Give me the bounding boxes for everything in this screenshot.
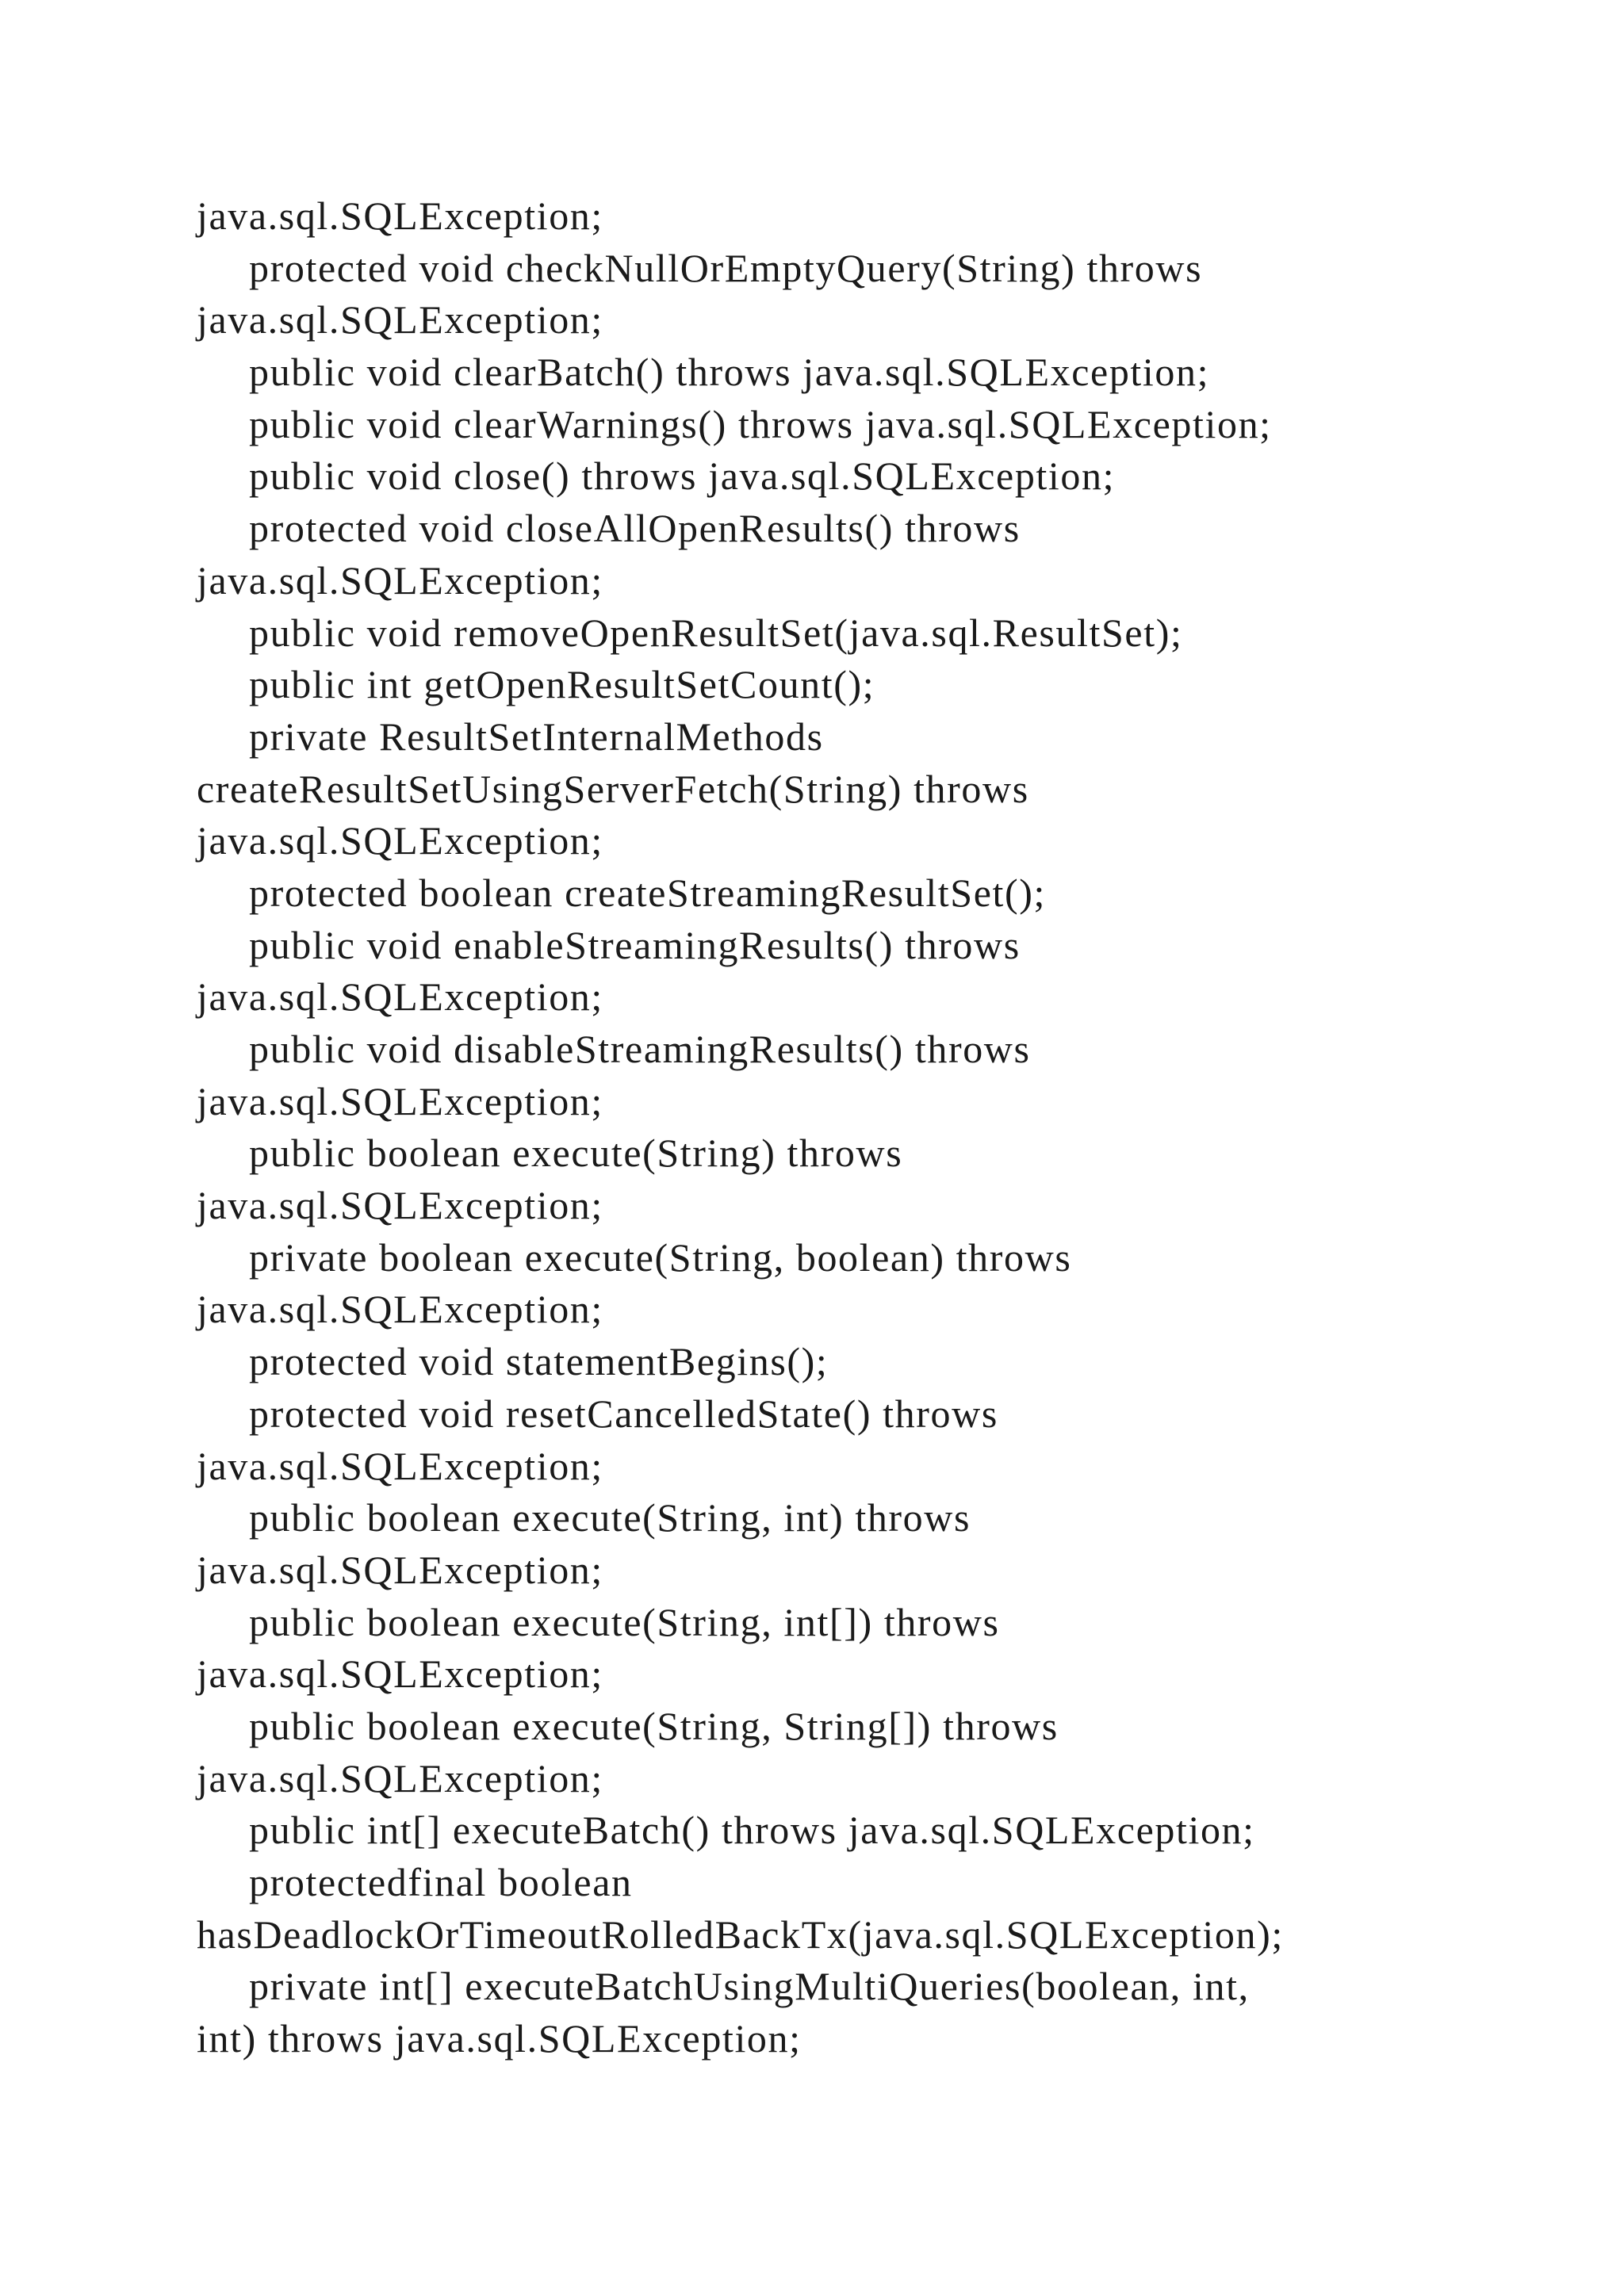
text-line: java.sql.SQLException;	[197, 1651, 603, 1697]
text-line: java.sql.SQLException;	[197, 974, 603, 1020]
text-line: private int[] executeBatchUsingMultiQueries(boolean, int,	[249, 1964, 1250, 2009]
text-line: protected void checkNullOrEmptyQuery(String) throws	[249, 245, 1203, 290]
text-line: java.sql.SQLException;	[197, 297, 603, 342]
text-line: public boolean execute(String) throws	[249, 1131, 903, 1176]
text-line: java.sql.SQLException;	[197, 1755, 603, 1800]
text-line: int) throws java.sql.SQLException;	[197, 2016, 802, 2061]
text-line: public int getOpenResultSetCount();	[249, 662, 875, 707]
text-line: java.sql.SQLException;	[197, 1443, 603, 1488]
text-line: java.sql.SQLException;	[197, 818, 603, 863]
text-line: protected void resetCancelledState() throws	[249, 1391, 998, 1436]
text-line: public void close() throws java.sql.SQLException;	[249, 453, 1116, 499]
text-line: public boolean execute(String, int) throws	[249, 1495, 971, 1540]
text-line: public void enableStreamingResults() throws	[249, 922, 1021, 967]
text-line: private boolean execute(String, boolean) throws	[249, 1234, 1072, 1280]
text-line: public void clearWarnings() throws java.sql.SQLException;	[249, 401, 1272, 446]
text-line: protectedfinal boolean	[249, 1860, 633, 1904]
text-line: protected void closeAllOpenResults() throws	[249, 506, 1021, 551]
code-listing	[197, 190, 1545, 2065]
text-line: java.sql.SQLException;	[197, 1547, 603, 1592]
text-line: java.sql.SQLException;	[197, 1183, 603, 1228]
text-line: java.sql.SQLException;	[197, 1287, 603, 1332]
text-line: protected void statementBegins();	[249, 1339, 829, 1384]
text-line: public int[] executeBatch() throws java.sql.SQLException;	[249, 1808, 1255, 1853]
text-line: public void clearBatch() throws java.sql.SQLException;	[249, 350, 1210, 395]
text-line: public boolean execute(String, int[]) throws	[249, 1599, 1000, 1644]
text-line: public void disableStreamingResults() throws	[249, 1027, 1031, 1071]
text-line: java.sql.SQLException;	[197, 1078, 603, 1123]
text-line: public void removeOpenResultSet(java.sql.ResultSet);	[249, 610, 1183, 655]
text-line: public boolean execute(String, String[]) throws	[249, 1703, 1059, 1748]
text-line: java.sql.SQLException;	[197, 557, 603, 603]
text-line: hasDeadlockOrTimeoutRolledBackTx(java.sql.SQLException);	[197, 1911, 1284, 1957]
text-line: java.sql.SQLException;	[197, 193, 603, 238]
text-line: private ResultSetInternalMethods	[249, 714, 824, 759]
text-line: createResultSetUsingServerFetch(String) throws	[197, 766, 1029, 811]
text-line: protected boolean createStreamingResultSet();	[249, 870, 1046, 915]
